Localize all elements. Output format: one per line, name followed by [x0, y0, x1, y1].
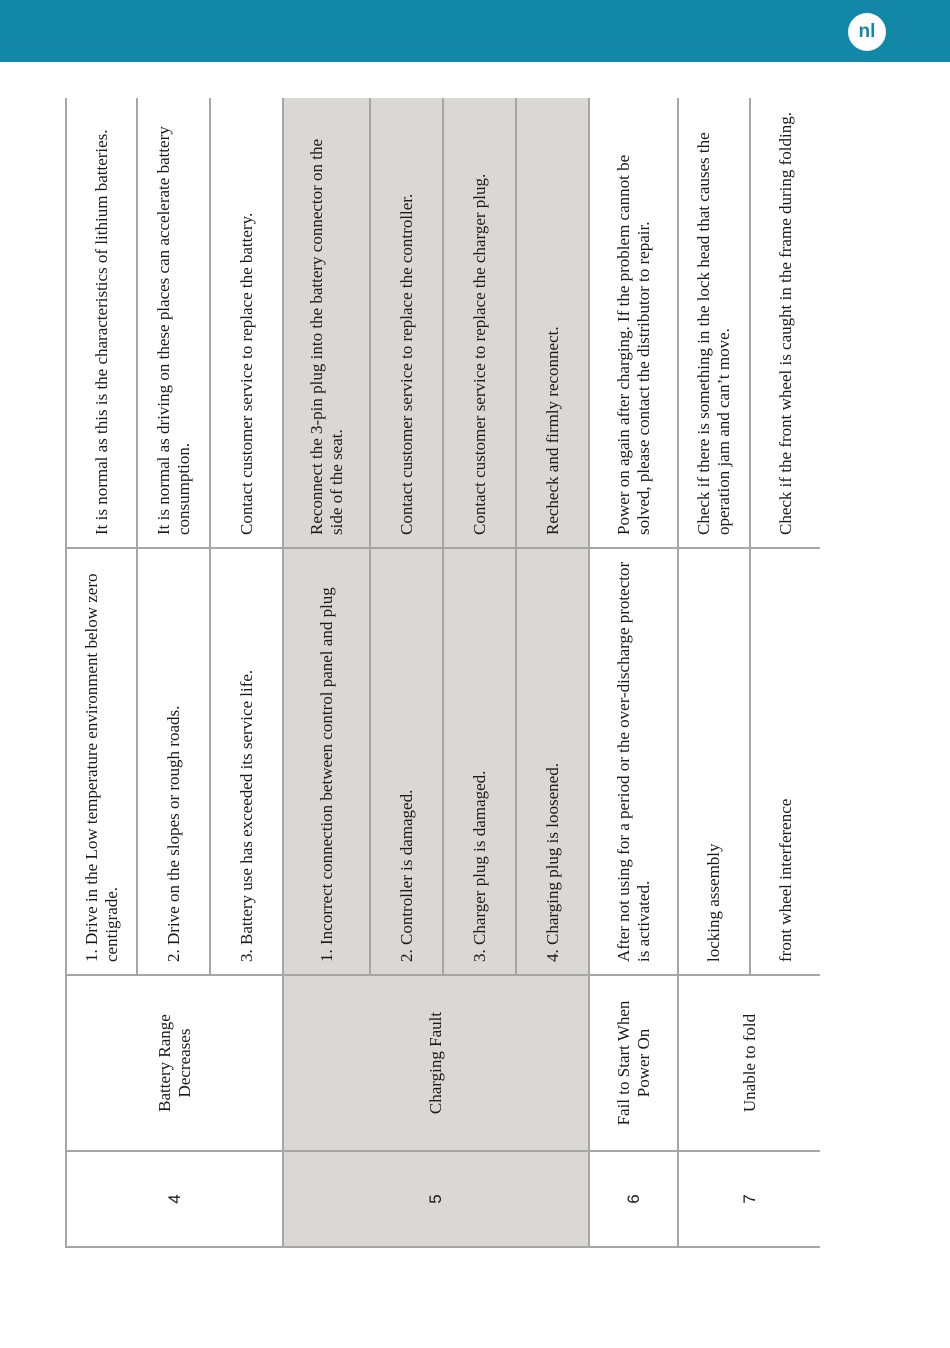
fault-cause: 1. Incorrect connection between control panel and plug: [283, 548, 370, 975]
fault-solution: Recheck and firmly reconnect.: [516, 98, 589, 548]
fault-name: Unable to fold: [678, 975, 820, 1151]
fault-solution: Contact customer service to replace the controller.: [370, 98, 443, 548]
troubleshooting-table: [65, 98, 820, 1248]
fault-solution: Contact customer service to replace the battery.: [210, 98, 283, 548]
fault-solution: Power on again after charging. If the problem cannot be solved, please contact the distributor to repair.: [589, 98, 678, 548]
fault-cause: front wheel interference: [750, 548, 820, 975]
fault-number: 6: [589, 1151, 678, 1247]
fault-cause: 3. Battery use has exceeded its service life.: [210, 548, 283, 975]
fault-cause: 1. Drive in the Low temperature environment below zero centigrade.: [66, 548, 137, 975]
fault-solution: Check if the front wheel is caught in the frame during folding.: [750, 98, 820, 548]
fault-solution: It is normal as this is the characteristics of lithium batteries.: [66, 98, 137, 548]
fault-solution: Reconnect the 3-pin plug into the battery connector on the side of the seat.: [283, 98, 370, 548]
fault-name: Battery Range Decreases: [66, 975, 283, 1151]
fault-cause: locking assembly: [678, 548, 750, 975]
fault-name: Charging Fault: [283, 975, 589, 1151]
fault-solution: Contact customer service to replace the charger plug.: [443, 98, 516, 548]
fault-solution: It is normal as driving on these places can accelerate battery consumption.: [137, 98, 210, 548]
language-badge: nl: [848, 13, 886, 51]
fault-number: 5: [283, 1151, 589, 1247]
troubleshooting-table-container: [65, 98, 820, 1248]
page-header: [0, 0, 950, 62]
fault-cause: 2. Controller is damaged.: [370, 548, 443, 975]
fault-number: 4: [66, 1151, 283, 1247]
fault-solution: Check if there is something in the lock head that causes the operation jam and can’t move.: [678, 98, 750, 548]
fault-cause: 4. Charging plug is loosened.: [516, 548, 589, 975]
fault-cause: After not using for a period or the over-discharge protector is activated.: [589, 548, 678, 975]
fault-cause: 2. Drive on the slopes or rough roads.: [137, 548, 210, 975]
fault-cause: 3. Charger plug is damaged.: [443, 548, 516, 975]
fault-name: Fail to Start When Power On: [589, 975, 678, 1151]
fault-number: 7: [678, 1151, 820, 1247]
